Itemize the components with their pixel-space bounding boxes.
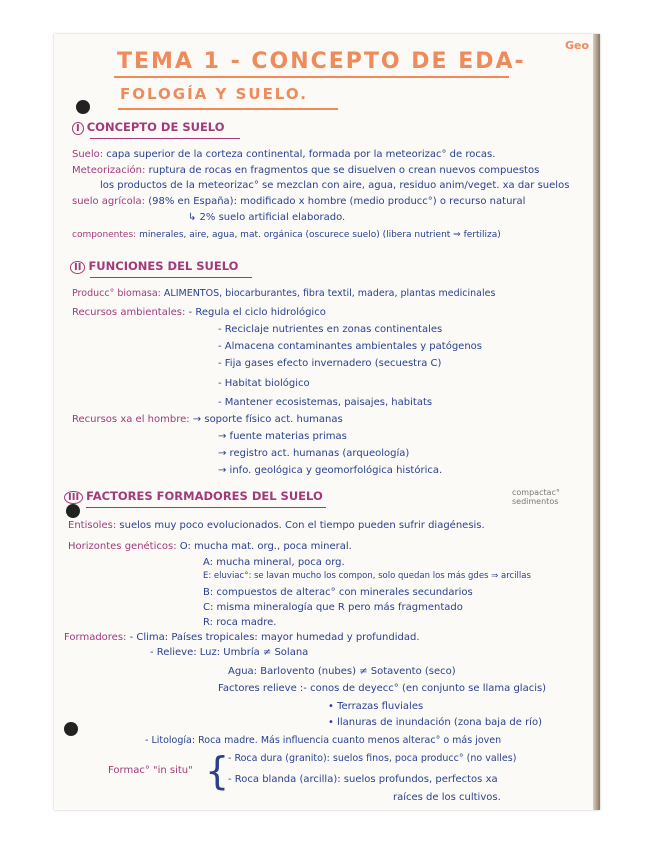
note-line (145, 736, 501, 746)
punch-hole (64, 722, 78, 736)
note-text: capa superior de la corteza continental, formada por la meteorizac° de rocas. (106, 149, 496, 160)
section-title: FACTORES FORMADORES DEL SUELO (86, 489, 323, 503)
note-line (203, 587, 473, 598)
note-text: - Relieve: Luz: Umbría ≠ Solana (150, 647, 309, 658)
note-text: • Terrazas fluviales (328, 701, 424, 712)
section-title: CONCEPTO DE SUELO (86, 120, 225, 134)
term: Meteorización: (72, 165, 146, 176)
note-text: suelos muy poco evolucionados. Con el tiempo pueden sufrir diagénesis. (119, 520, 485, 531)
note-line (203, 602, 463, 613)
note-line (218, 683, 546, 694)
section-heading-1 (72, 121, 225, 135)
note-text: - Clima: Países tropicales: mayor humedad y profundidad. (129, 632, 420, 643)
page-edge (593, 34, 600, 810)
note-text: - Litología: Roca madre. Más influencia cuanto menos alterac° o más joven (145, 735, 502, 746)
brace-symbol: { (205, 749, 230, 793)
term: suelo agrícola: (72, 196, 146, 207)
note-line (72, 196, 525, 207)
note-line (203, 617, 276, 628)
note-text: B: compuestos de alterac° con minerales secundarios (203, 587, 473, 598)
note-line (108, 765, 193, 776)
note-text: raíces de los cultivos. (393, 792, 501, 803)
margin-note: compactac° sedimentos (512, 488, 560, 506)
note-text: ↳ 2% suelo artificial elaborado. (188, 212, 346, 223)
note-line (72, 165, 539, 176)
note-text: - Roca blanda (arcilla): suelos profundos, perfectos xa (228, 774, 498, 785)
note-line (64, 632, 420, 643)
note-line (68, 520, 485, 531)
section-heading-3 (64, 490, 323, 504)
note-text: R: roca madre. (203, 617, 277, 628)
section-number: II (70, 261, 85, 274)
section-underline (90, 138, 240, 139)
note-line (68, 541, 352, 552)
section-underline (90, 277, 252, 278)
subject-tag: Geo (565, 39, 590, 52)
note-text: Agua: Barlovento (nubes) ≠ Sotavento (seco) (228, 666, 456, 677)
punch-hole (76, 100, 90, 114)
note-line (72, 149, 495, 160)
section-number: I (72, 122, 84, 135)
note-text: - Mantener ecosistemas, paisajes, habitats (218, 397, 433, 408)
note-text: E: eluviac°: se lavan mucho los compon, solo quedan los más gdes ⇒ arcillas (203, 571, 531, 581)
note-text: C: misma mineralogía que R pero más fragmentado (203, 602, 463, 613)
note-text: • llanuras de inundación (zona baja de río) (328, 717, 542, 728)
note-line (150, 647, 308, 658)
note-line (72, 414, 343, 425)
note-line (100, 180, 569, 191)
section-heading-2 (70, 260, 238, 274)
note-line (218, 324, 442, 335)
note-line (328, 717, 542, 728)
section-number: III (64, 491, 83, 504)
note-text: ruptura de rocas en fragmentos que se disuelven o crean nuevos compuestos (148, 165, 540, 176)
term: Recursos ambientales: (72, 307, 186, 318)
note-text: - Roca dura (granito): suelos finos, poca producc° (no valles) (228, 753, 517, 764)
section-underline (86, 507, 326, 508)
note-line (72, 289, 495, 299)
note-text: A: mucha mineral, poca org. (203, 557, 345, 568)
term: Producc° biomasa: (72, 288, 161, 299)
note-line (72, 231, 501, 241)
note-text: - Fija gases efecto invernadero (secuestra C) (218, 358, 442, 369)
note-text: - Almacena contaminantes ambientales y patógenos (218, 341, 482, 352)
note-line (218, 431, 347, 442)
punch-hole (66, 504, 80, 518)
note-text: - Habitat biológico (218, 378, 310, 389)
page-title: TEMA 1 - CONCEPTO DE EDA- (117, 49, 526, 74)
note-text: → registro act. humanas (arqueología) (218, 448, 410, 459)
note-line (328, 701, 423, 712)
section-title: FUNCIONES DEL SUELO (88, 259, 239, 273)
note-line (218, 378, 310, 389)
note-text: - Reciclaje nutrientes en zonas continentales (218, 324, 443, 335)
page-subtitle: FOLOGÍA Y SUELO. (120, 85, 308, 103)
note-text: O: mucha mat. org., poca mineral. (179, 541, 352, 552)
note-line (393, 792, 501, 803)
note-line (228, 774, 498, 785)
note-line (188, 212, 345, 223)
note-text: ALIMENTOS, biocarburantes, fibra textil, madera, plantas medicinales (163, 288, 496, 299)
note-text: (98% en España): modificado x hombre (medio producc°) o recurso natural (148, 196, 526, 207)
note-line (72, 307, 326, 318)
note-line (228, 754, 516, 764)
note-line (203, 557, 345, 568)
term: Horizontes genéticos: (68, 541, 177, 552)
note-text: → fuente materias primas (218, 431, 347, 442)
note-line (218, 358, 441, 369)
term: Formac° "in situ" (108, 765, 193, 776)
note-text: - Regula el ciclo hidrológico (188, 307, 326, 318)
note-text: minerales, aire, agua, mat. orgánica (oscurece suelo) (libera nutrient ⇒ fertiliza) (139, 230, 501, 240)
term: componentes: (72, 230, 137, 240)
note-text: → soporte físico act. humanas (192, 414, 343, 425)
term: Suelo: (72, 149, 104, 160)
term: Entisoles: (68, 520, 117, 531)
term: Formadores: (64, 632, 127, 643)
term: Recursos xa el hombre: (72, 414, 190, 425)
note-line (203, 572, 531, 581)
subtitle-underline (118, 108, 338, 110)
title-underline (114, 76, 509, 78)
note-line (218, 448, 409, 459)
note-text: los productos de la meteorizac° se mezclan con aire, agua, residuo anim/veget. xa dar suelos (100, 180, 570, 191)
note-text: → info. geológica y geomorfológica histórica. (218, 465, 443, 476)
note-text: Factores relieve :- conos de deyecc° (en conjunto se llama glacis) (218, 683, 547, 694)
note-line (218, 397, 432, 408)
note-line (218, 341, 482, 352)
note-line (218, 465, 442, 476)
note-line (228, 666, 456, 677)
